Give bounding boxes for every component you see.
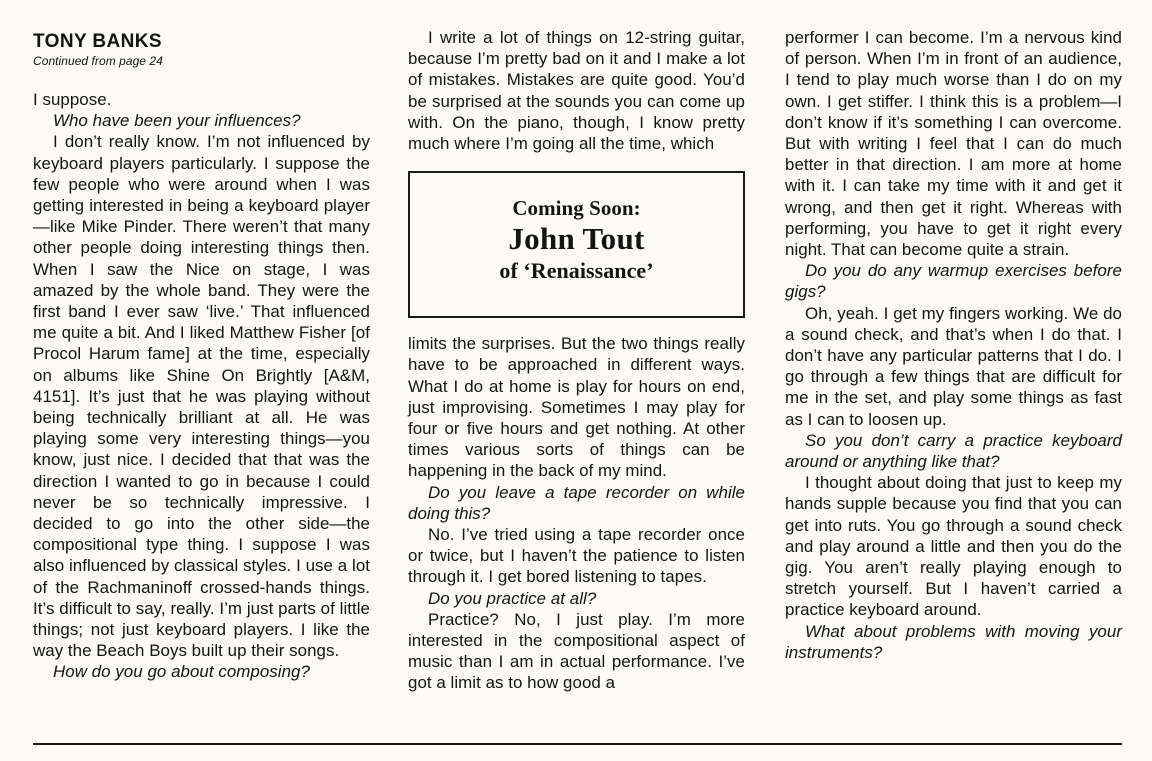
continued-note: Continued from page 24: [33, 54, 163, 68]
article-paragraph: I thought about doing that just to keep my hands supple because you find that you can get into ruts. You go through a sound check and play around a little and then you do the gig. You aren’t really playing enough to stretch yourself. But I haven’t carried a practice keyboard around.: [785, 473, 1122, 620]
article-paragraph: performer I can become. I’m a nervous kind of person. When I’m in front of an audience, I tend to play much worse than I do on my own. I get stiffer. I think this is a problem—I don’t know if it’s something I can overcome. But with writing I feel that I can do much better in that direction. I am more at home with it. I can take my time with it and get it wrong, and then get it right. Whereas with performing, you have to get it right every night. That can become quite a strain.: [785, 28, 1122, 260]
article-paragraph: I don’t really know. I’m not influenced by keyboard players particularly. I suppose the few people who were around when I was getting interested in being a keyboard player—like Mike Pinder. There weren’t that many other people doing interesting things then. When I saw the Nice on stage, I was amazed by the whole band. They were the first band I ever saw ‘live.’ That influenced me quite a bit. And I liked Matthew Fisher [of Procol Harum fame] at the time, especially on albums like Shine On Brightly [A&M, 4151]. It’s just that he was playing without being technically brilliant at all. He was playing some very interesting things—you know, just nice. I decided that that was the direction I wanted to go in because I could never be so technically impressive. I decided to go into the other side—the compositional type thing. I suppose I was also influenced by classical styles. I use a lot of the Rachmaninoff crossed-hands things. It’s difficult to say, really. I’m just parts of little things; not just keyboard players. I like the way the Beach Boys built up their songs.: [33, 132, 370, 661]
article-paragraph: I write a lot of things on 12-string guitar, because I’m pretty bad on it and I make a lot of mistakes. Mistakes are quite good. You’d be surprised at the sounds you can come up with. On the piano, though, I know pretty much where I’m going all the time, which: [408, 28, 745, 154]
interview-question: How do you go about composing?: [53, 662, 310, 682]
column-3-body: [785, 27, 1122, 663]
interview-question: Do you practice at all?: [428, 588, 597, 608]
article-title: TONY BANKS: [33, 31, 162, 52]
coming-soon-name: John Tout: [508, 221, 645, 257]
interview-question: Do you leave a tape recorder on while doing this?: [408, 482, 745, 523]
coming-soon-label: Coming Soon:: [512, 196, 641, 221]
column-1-body: [33, 89, 370, 683]
article-column-1: [33, 27, 370, 683]
article-paragraph: I suppose.: [33, 90, 112, 109]
column-2-body-top: [408, 27, 745, 154]
article-paragraph: Practice? No, I just play. I’m more interested in the compositional aspect of music than I am in actual performance. I’ve got a limit as to how good a: [408, 609, 745, 693]
interview-question: Do you do any warmup exercises before gigs?: [785, 261, 1122, 302]
coming-soon-band: of ‘Renaissance’: [499, 258, 654, 284]
interview-question: So you don’t carry a practice keyboard around or anything like that?: [785, 430, 1122, 472]
coming-soon-box: [408, 171, 745, 318]
interview-question: Who have been your influences?: [53, 111, 301, 131]
article-paragraph: limits the surprises. But the two things really have to be approached in different ways. What I do at home is play for hours on end, just improvising. Sometimes I may play for four or five hours and get nothing. At other times various sorts of things can be happening in the back of my mind.: [408, 334, 745, 481]
bottom-rule: [33, 743, 1122, 745]
article-column-3: [785, 27, 1122, 663]
column-2-body-bottom: [408, 333, 745, 693]
interview-question: What about problems with moving your instruments?: [785, 621, 1122, 662]
article-column-2: [408, 27, 745, 694]
article-paragraph: No. I’ve tried using a tape recorder once or twice, but I haven’t the patience to listen through it. I get bored listening to tapes.: [408, 525, 745, 587]
article-paragraph: Oh, yeah. I get my fingers working. We do a sound check, and that’s when I do that. I don’t have any particular patterns that I do. I go through a few things that are difficult for me in the set, and play some things as fast as I can to loosen up.: [785, 303, 1122, 429]
